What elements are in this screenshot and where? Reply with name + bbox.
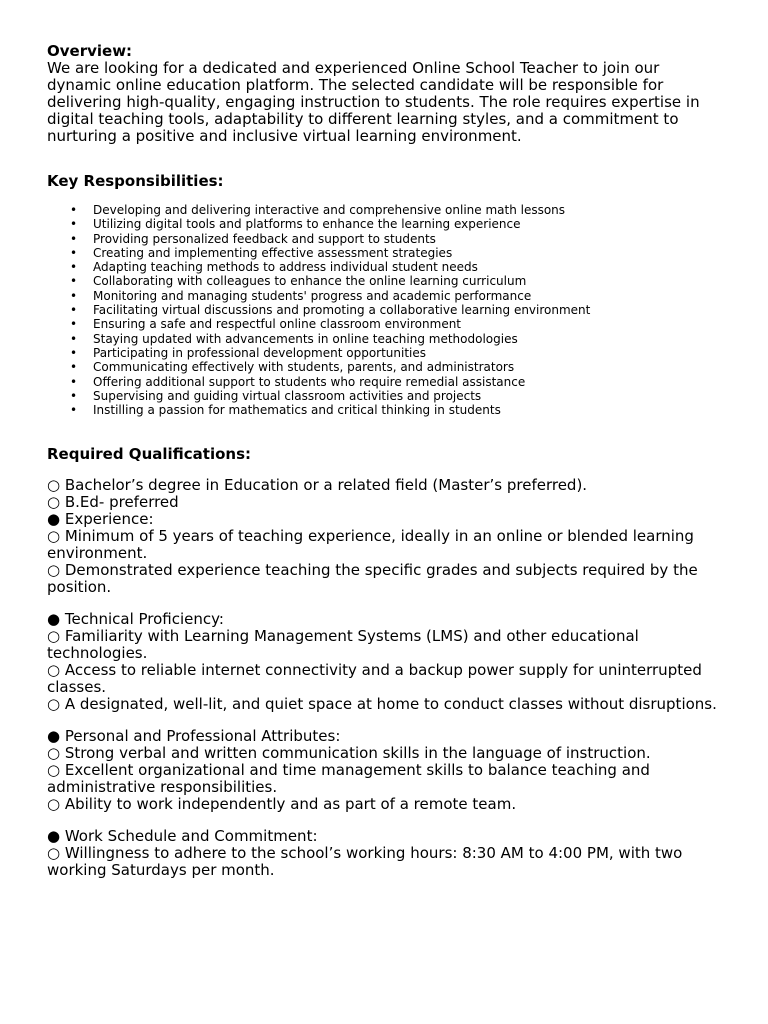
list-item: • Instilling a passion for mathematics and critical thinking in students (70, 403, 501, 418)
qualifications-section (47, 446, 728, 879)
experience-group (47, 511, 728, 596)
technical-item: ○ A designated, well-lit, and quiet space at home to conduct classes without disruptions. (47, 695, 717, 714)
bullet-icon: • (70, 374, 78, 389)
bullet-icon: • (70, 317, 78, 332)
list-item: • Adapting teaching methods to address individual student needs (70, 260, 478, 275)
qualifications-heading: Required Qualifications: (47, 445, 252, 464)
overview-text: We are looking for a dedicated and experienced Online School Teacher to join our dynamic online education platform. The selected candidate will be responsible for delivering high-quality, engaging instruction to students. The role requires expertise in digital teaching tools, adaptability to different learning styles, and a commitment to nurturing a positive and inclusive virtual learning environment. (47, 59, 700, 145)
list-item: • Monitoring and managing students' progress and academic performance (70, 288, 532, 303)
technical-group (47, 611, 728, 713)
bullet-icon: • (70, 388, 78, 403)
schedule-title: ● Work Schedule and Commitment: (47, 827, 318, 846)
bullet-icon: • (70, 274, 78, 289)
bullet-icon: • (70, 260, 78, 275)
list-item: • Creating and implementing effective assessment strategies (70, 245, 453, 260)
personal-title: ● Personal and Professional Attributes: (47, 727, 341, 746)
overview-section (47, 43, 728, 145)
technical-item: ○ Access to reliable internet connectivity and a backup power supply for uninterrupted classes. (47, 661, 702, 697)
responsibilities-heading: Key Responsibilities: (47, 172, 224, 190)
list-item: • Providing personalized feedback and support to students (70, 231, 436, 246)
personal-item: ○ Ability to work independently and as part of a remote team. (47, 795, 517, 814)
technical-item: ○ Familiarity with Learning Management Systems (LMS) and other educational technologies. (47, 627, 639, 663)
list-item: • Utilizing digital tools and platforms to enhance the learning experience (70, 217, 521, 232)
bullet-icon: • (70, 331, 78, 346)
experience-title: ● Experience: (47, 510, 154, 529)
education-item: ○ Bachelor’s degree in Education or a related field (Master’s preferred). (47, 476, 588, 495)
education-group (47, 477, 728, 511)
overview-heading: Overview: (47, 42, 133, 60)
list-item: • Offering additional support to students who require remedial assistance (70, 374, 526, 389)
responsibilities-section (47, 173, 728, 417)
bullet-icon: • (70, 217, 78, 232)
bullet-icon: • (70, 245, 78, 260)
bullet-icon: • (70, 203, 78, 217)
bullet-icon: • (70, 345, 78, 360)
responsibilities-list (47, 203, 728, 417)
list-item: • Participating in professional development opportunities (70, 345, 427, 360)
personal-group (47, 728, 728, 813)
list-item: • Supervising and guiding virtual classroom activities and projects (70, 388, 482, 403)
schedule-group (47, 828, 728, 879)
personal-item: ○ Strong verbal and written communication skills in the language of instruction. (47, 744, 651, 763)
personal-item: ○ Excellent organizational and time management skills to balance teaching and administrative responsibilities. (47, 761, 650, 797)
technical-title: ● Technical Proficiency: (47, 610, 224, 629)
bullet-icon: • (70, 231, 78, 246)
bullet-icon: • (70, 288, 78, 303)
list-item: • Staying updated with advancements in online teaching methodologies (70, 331, 518, 346)
bullet-icon: • (70, 303, 78, 318)
bullet-icon: • (70, 403, 78, 418)
list-item: • Collaborating with colleagues to enhance the online learning curriculum (70, 274, 527, 289)
bullet-icon: • (70, 360, 78, 375)
experience-item: ○ Minimum of 5 years of teaching experience, ideally in an online or blended learning environment. (47, 527, 694, 563)
schedule-item: ○ Willingness to adhere to the school’s working hours: 8:30 AM to 4:00 PM, with two working Saturdays per month. (47, 844, 683, 880)
list-item: • Ensuring a safe and respectful online classroom environment (70, 317, 462, 332)
list-item: • Developing and delivering interactive and comprehensive online math lessons (70, 203, 566, 217)
education-item: ○ B.Ed- preferred (47, 493, 179, 512)
list-item: • Communicating effectively with students, parents, and administrators (70, 360, 515, 375)
list-item: • Facilitating virtual discussions and promoting a collaborative learning environment (70, 303, 591, 318)
experience-item: ○ Demonstrated experience teaching the specific grades and subjects required by the position. (47, 561, 698, 597)
